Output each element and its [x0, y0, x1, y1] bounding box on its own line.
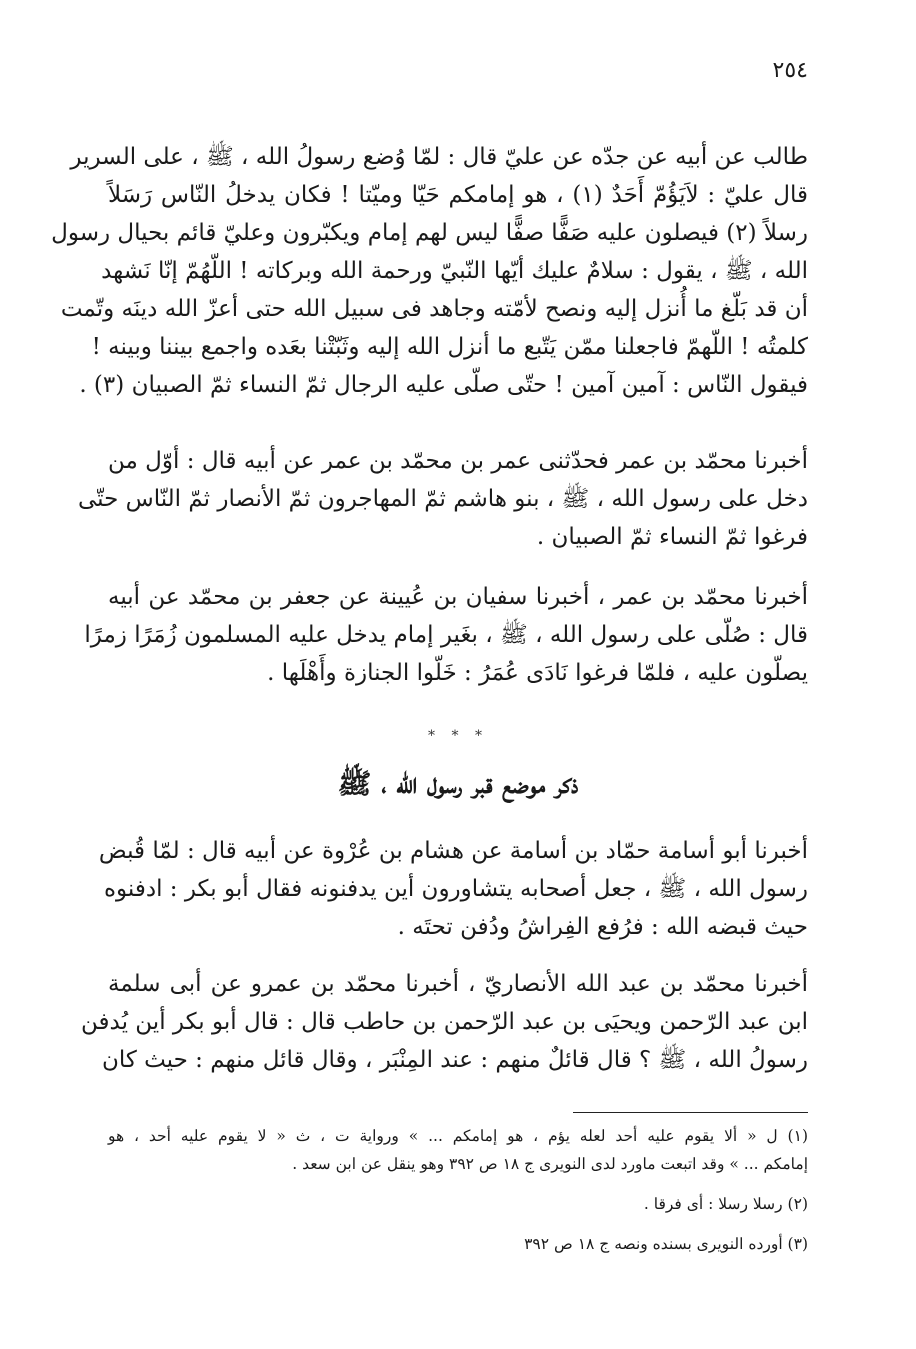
footnote-divider [573, 1112, 808, 1113]
page-number: ٢٥٤ [772, 58, 808, 83]
text-line: أخبرنا محمّد بن عمر فحدّثنى عمر بن محمّد بن عمر عن أبيه قال : أوّل من [108, 448, 808, 474]
text-line: أخبرنا محمّد بن عمر ، أخبرنا سفيان بن عُيينة عن جعفر بن محمّد عن أبيه [108, 584, 808, 610]
text-line: قال عليّ : لاَيَؤُمّ أَحَدٌ (١) ، هو إمامكم حَيّا وميّتا ! فكان يدخلُ النّاس رَسَلاً [108, 182, 808, 208]
footnote-1-line: إمامكم ... » وقد اتبعت ماورد لدى النويرى ج ١٨ ص ٣٩٢ وهو ينقل عن ابن سعد . [292, 1155, 808, 1173]
text-line: أخبرنا أبو أسامة حمّاد بن أسامة عن هشام بن عُرْوة عن أبيه قال : لمّا قُبض [98, 838, 808, 864]
paragraph-1 [51, 138, 808, 404]
text-line: يصلّون عليه ، فلمّا فرغوا نَادَى عُمَرُ : خَلّوا الجنازة وأَهْلَها . [267, 660, 808, 686]
text-line: رسلاً (٢) فيصلون عليه صَفًّا صفًّا ليس لهم إمام ويكبّرون وعليّ قائم بحيال رسول [51, 220, 808, 246]
footnote-1-line: (١) ل « ألا يقوم عليه أحد لعله يؤم ، هو إمامكم ... » ورواية ت ، ث « لا يقوم عليه أحد ، هو [108, 1127, 808, 1145]
footnote-3: (٣) أورده النويرى بسنده ونصه ج ١٨ ص ٣٩٢ [524, 1235, 808, 1253]
text-line: أخبرنا محمّد بن عبد الله الأنصاريّ ، أخبرنا محمّد بن عمرو عن أبى سلمة [108, 971, 808, 997]
paragraph-5 [81, 965, 808, 1079]
text-line: قال : صُلّى على رسول الله ، ﷺ ، بغَير إمام يدخل عليه المسلمون زُمَرًا زمرًا [84, 622, 808, 648]
text-line: فرغوا ثمّ النساء ثمّ الصبيان . [536, 524, 808, 550]
paragraph-2 [78, 442, 808, 556]
text-line: حيث قبضه الله : فرُفع الفِراشُ ودُفن تحتَه . [397, 914, 808, 940]
section-separator: * * * [428, 728, 488, 744]
text-line: رسول الله ، ﷺ ، جعل أصحابه يتشاورون أين يدفنونه فقال أبو بكر : ادفنوه [103, 876, 808, 902]
text-line: رسولُ الله ، ﷺ ؟ قال قائلٌ منهم : عند المِنْبَر ، وقال قائل منهم : حيث كان [101, 1047, 808, 1073]
section-heading: ذكر موضع قبر رسول الله ، ﷺ [337, 767, 579, 800]
paragraph-4 [98, 832, 808, 946]
footnotes [108, 1122, 808, 1258]
paragraph-3 [84, 578, 808, 692]
text-line: دخل على رسول الله ، ﷺ ، بنو هاشم ثمّ المهاجرون ثمّ الأنصار ثمّ النّاس حتّى [78, 486, 808, 512]
text-line: كلمتُه ! اللّهمّ فاجعلنا ممّن يَتّبع ما أنزل الله إليه وثَبّتْنا بعَده واجمع بيننا وبينه ! [91, 334, 808, 360]
text-line: فيقول النّاس : آمين آمين ! حتّى صلّى عليه الرجال ثمّ النساء ثمّ الصبيان (٣) . [79, 372, 808, 398]
text-line: أن قد بَلّغ ما أُنزل إليه ونصح لأمّته وجاهد فى سبيل الله حتى أعزّ الله دينَه وتّمت [60, 296, 808, 322]
text-line: ابن عبد الرّحمن ويحيَى بن عبد الرّحمن بن حاطب قال : قال أبو بكر أين يُدفن [81, 1009, 808, 1035]
text-line: طالب عن أبيه عن جدّه عن عليّ قال : لمّا وُضع رسولُ الله ، ﷺ ، على السرير [70, 144, 808, 170]
text-line: الله ، ﷺ ، يقول : سلامٌ عليك أيّها النّبيّ ورحمة الله وبركاته ! اللّهُمّ إنّا نَشهد [101, 258, 808, 284]
footnote-2: (٢) رسلا رسلا : أى فرقا . [643, 1195, 808, 1213]
